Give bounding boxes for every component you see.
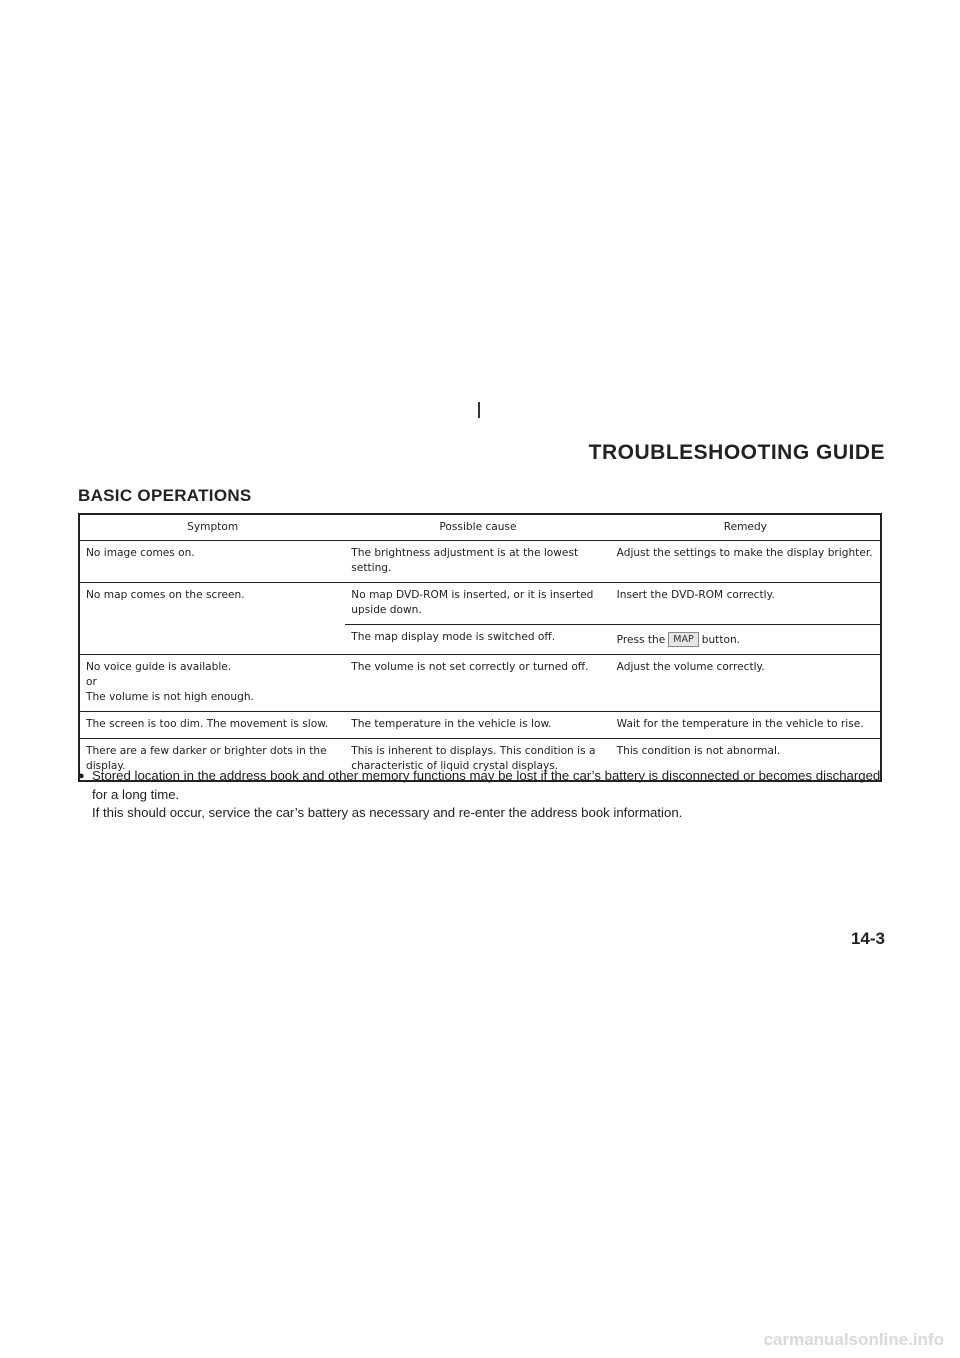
battery-note xyxy=(78,767,884,823)
note-line: If this should occur, service the car’s battery as necessary and re-enter the address book information. xyxy=(92,805,683,820)
symptom-line: No voice guide is available. xyxy=(86,660,232,673)
note-line: Stored location in the address book and other memory functions may be lost if the car’s battery is disconnected or becomes discharged for a long time. xyxy=(92,768,881,802)
chapter-title: TROUBLESHOOTING GUIDE xyxy=(588,441,885,464)
remedy-cell: Wait for the temperature in the vehicle to rise. xyxy=(611,711,881,738)
symptom-cell: No map comes on the screen. xyxy=(79,582,345,654)
remedy-cell: Adjust the settings to make the display brighter. xyxy=(611,540,881,582)
cause-cell: The brightness adjustment is at the lowest setting. xyxy=(345,540,610,582)
header-symptom: Symptom xyxy=(79,514,345,540)
page-tick-mark xyxy=(478,402,480,418)
table-row xyxy=(79,540,881,582)
watermark: carmanualsonline.info xyxy=(763,1330,944,1349)
bullet-icon: ● xyxy=(78,770,85,782)
remedy-cell: Adjust the volume correctly. xyxy=(611,654,881,711)
symptom-cell xyxy=(79,654,345,711)
remedy-cell: Insert the DVD-ROM correctly. xyxy=(611,582,881,624)
map-button-key: MAP xyxy=(668,632,698,647)
remedy-cell xyxy=(611,624,881,654)
symptom-cell: There are a few darker or brighter dots in the display. xyxy=(79,738,345,781)
remedy-cell: This condition is not abnormal. xyxy=(611,738,881,781)
header-remedy: Remedy xyxy=(611,514,881,540)
symptom-cell: No image comes on. xyxy=(79,540,345,582)
cause-cell: This is inherent to displays. This condition is a characteristic of liquid crystal displays. xyxy=(345,738,610,781)
symptom-line: The volume is not high enough. xyxy=(86,690,254,703)
symptom-cell: The screen is too dim. The movement is slow. xyxy=(79,711,345,738)
table-row xyxy=(79,582,881,624)
section-heading: BASIC OPERATIONS xyxy=(78,486,252,505)
cause-cell: The map display mode is switched off. xyxy=(345,624,610,654)
troubleshooting-table xyxy=(78,513,882,782)
symptom-line: or xyxy=(86,675,97,688)
cause-cell: No map DVD-ROM is inserted, or it is inserted upside down. xyxy=(345,582,610,624)
remedy-text-suffix: button. xyxy=(701,633,741,646)
page-number: 14-3 xyxy=(850,929,885,948)
table-row xyxy=(79,711,881,738)
table-header-row xyxy=(79,514,881,540)
header-possible-cause: Possible cause xyxy=(345,514,610,540)
cause-cell: The volume is not set correctly or turned off. xyxy=(345,654,610,711)
table-row xyxy=(79,654,881,711)
cause-cell: The temperature in the vehicle is low. xyxy=(345,711,610,738)
remedy-text-prefix: Press the xyxy=(616,633,666,646)
